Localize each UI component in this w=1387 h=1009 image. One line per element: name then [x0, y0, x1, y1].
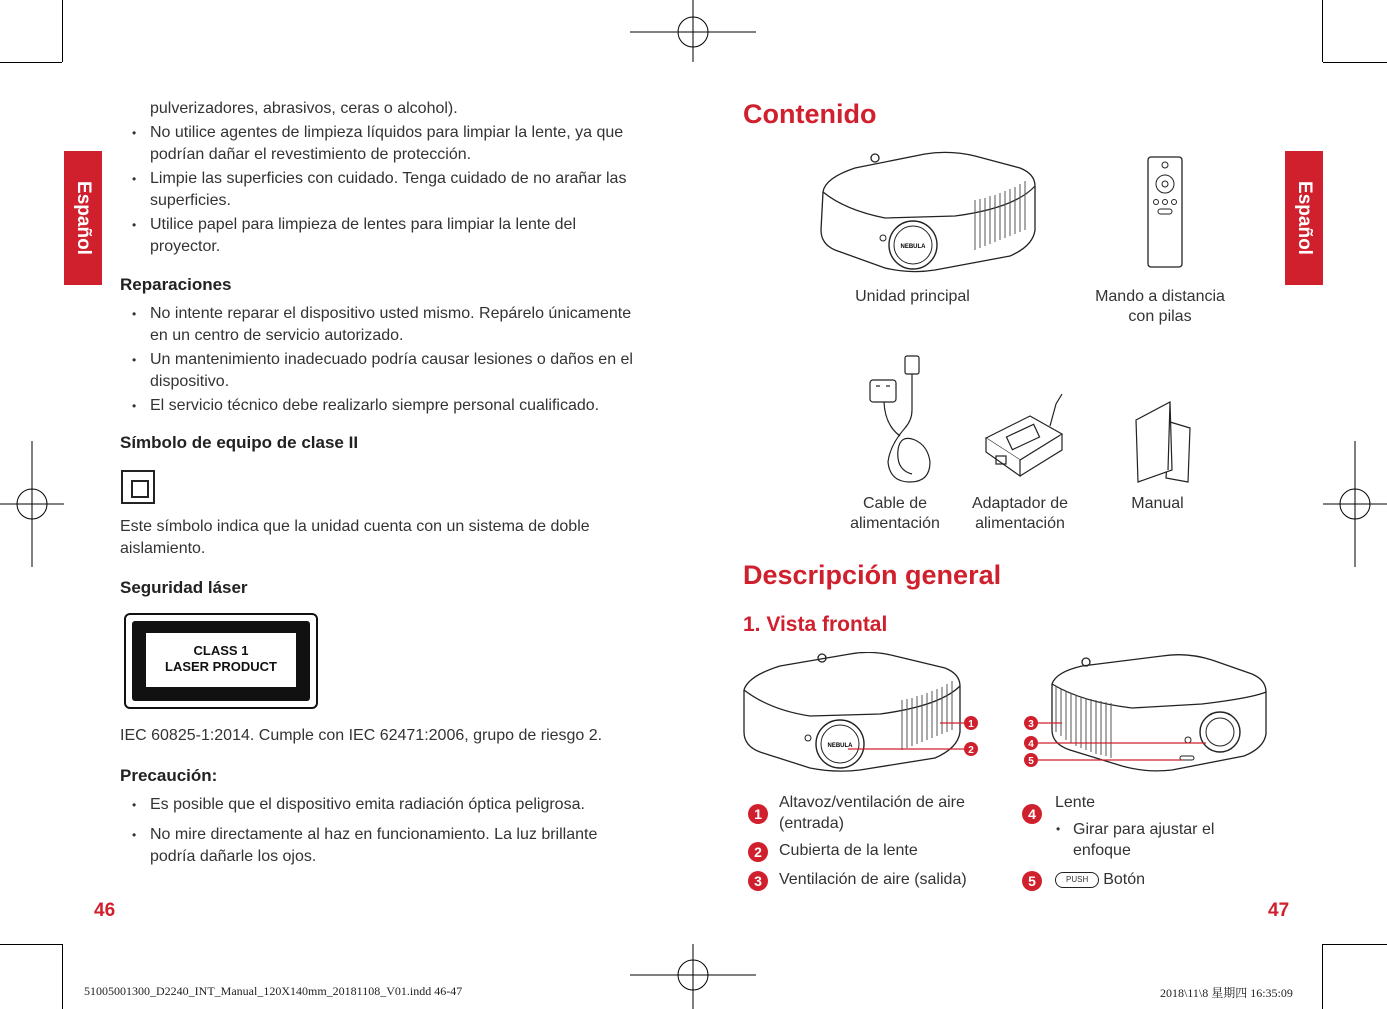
svg-text:3: 3: [1028, 719, 1034, 730]
list-item: • El servicio técnico debe realizarlo siempre personal cualificado.: [120, 395, 650, 417]
list-item: • Utilice papel para limpieza de lentes para limpiar la lente del proyector.: [120, 214, 650, 258]
footer-file: 51005001300_D2240_INT_Manual_120X140mm_20181108_V01.indd 46-47: [84, 984, 463, 998]
repairs-list: [120, 303, 650, 417]
svg-text:1: 1: [968, 719, 974, 730]
class2-symbol-icon: [121, 470, 155, 504]
list-item: • Limpie las superficies con cuidado. Tenga cuidado de no arañar las superficies.: [120, 168, 650, 212]
legend-item-1: 1 Altavoz/ventilación de aire (entrada): [748, 792, 1008, 834]
class2-title: Símbolo de equipo de clase II: [120, 433, 359, 452]
page-number-left: 46: [94, 900, 116, 921]
list-item: • Es posible que el dispositivo emita radiación óptica peligrosa.: [120, 794, 620, 816]
main-unit-caption: Unidad principal: [855, 288, 970, 305]
list-item: • No intente reparar el dispositivo usted mismo. Repárelo únicamente en un centro de servicio autorizado.: [120, 303, 650, 347]
front-view-diagram-front: [740, 652, 990, 774]
list-item: • No utilice agentes de limpieza líquidos para limpiar la lente, ya que podrían dañar el revestimiento de protección.: [120, 122, 650, 166]
svg-text:2: 2: [968, 745, 974, 756]
manual-image: [1130, 398, 1195, 486]
laser-label-line2: LASER PRODUCT: [165, 659, 277, 674]
adapter-image: [980, 388, 1070, 483]
manual-caption: Manual: [1131, 495, 1184, 512]
laser-label-line1: CLASS 1: [193, 643, 249, 658]
language-tab-left: Español: [64, 151, 102, 285]
power-cable-caption: Cable de alimentación: [850, 495, 940, 532]
page-number-right: 47: [1268, 900, 1290, 921]
caution-list: [120, 794, 620, 868]
laser-label: [124, 613, 318, 709]
overview-title: Descripción general: [743, 560, 1002, 590]
svg-text:5: 5: [1028, 756, 1034, 767]
adapter-caption: Adaptador de alimentación: [971, 495, 1069, 532]
repairs-title: Reparaciones: [120, 275, 232, 294]
cleaning-tail: pulverizadores, abrasivos, ceras o alcohol).: [150, 100, 458, 117]
laser-title: Seguridad láser: [120, 578, 248, 597]
push-button-icon: PUSH: [1055, 872, 1099, 888]
list-item: • Un mantenimiento inadecuado podría causar lesiones o daños en el dispositivo.: [120, 349, 650, 393]
cleaning-section: [120, 98, 650, 260]
footer-timestamp: 2018\11\8 星期四 16:35:09: [1160, 986, 1293, 1000]
cleaning-list: [120, 122, 650, 258]
language-tab-right: Español: [1285, 151, 1323, 285]
brand-mark: NEBULA: [827, 743, 853, 749]
caution-section: [120, 794, 620, 870]
lens-bullet: • Girar para ajustar el enfoque: [1056, 821, 1215, 859]
front-view-title: 1. Vista frontal: [743, 613, 888, 636]
repairs-section: [120, 303, 650, 419]
front-view-diagram-back: [1022, 652, 1272, 774]
legend-item-3: 3 Ventilación de aire (salida): [748, 869, 1008, 890]
contents-title: Contenido: [743, 99, 877, 129]
class2-text: Este símbolo indica que la unidad cuenta con un sistema de doble aislamiento.: [120, 518, 590, 557]
legend-item-4: 4 Lente • Girar para ajustar el enfoque: [1022, 792, 1262, 861]
legend-item-5: 5 PUSH Botón: [1022, 869, 1262, 890]
svg-text:4: 4: [1028, 739, 1034, 750]
remote-image: [1145, 155, 1185, 270]
brand-mark: NEBULA: [900, 244, 926, 250]
list-item: • No mire directamente al haz en funcionamiento. La luz brillante podría dañarle los ojos.: [120, 824, 620, 868]
legend-item-2: 2 Cubierta de la lente: [748, 840, 1008, 861]
power-cable-image: [860, 350, 940, 490]
caution-title: Precaución:: [120, 766, 218, 785]
remote-caption: Mando a distancia con pilas: [1095, 288, 1225, 325]
iec-text: IEC 60825-1:2014. Cumple con IEC 62471:2006, grupo de riesgo 2.: [120, 727, 603, 744]
main-unit-image: [815, 150, 1040, 275]
